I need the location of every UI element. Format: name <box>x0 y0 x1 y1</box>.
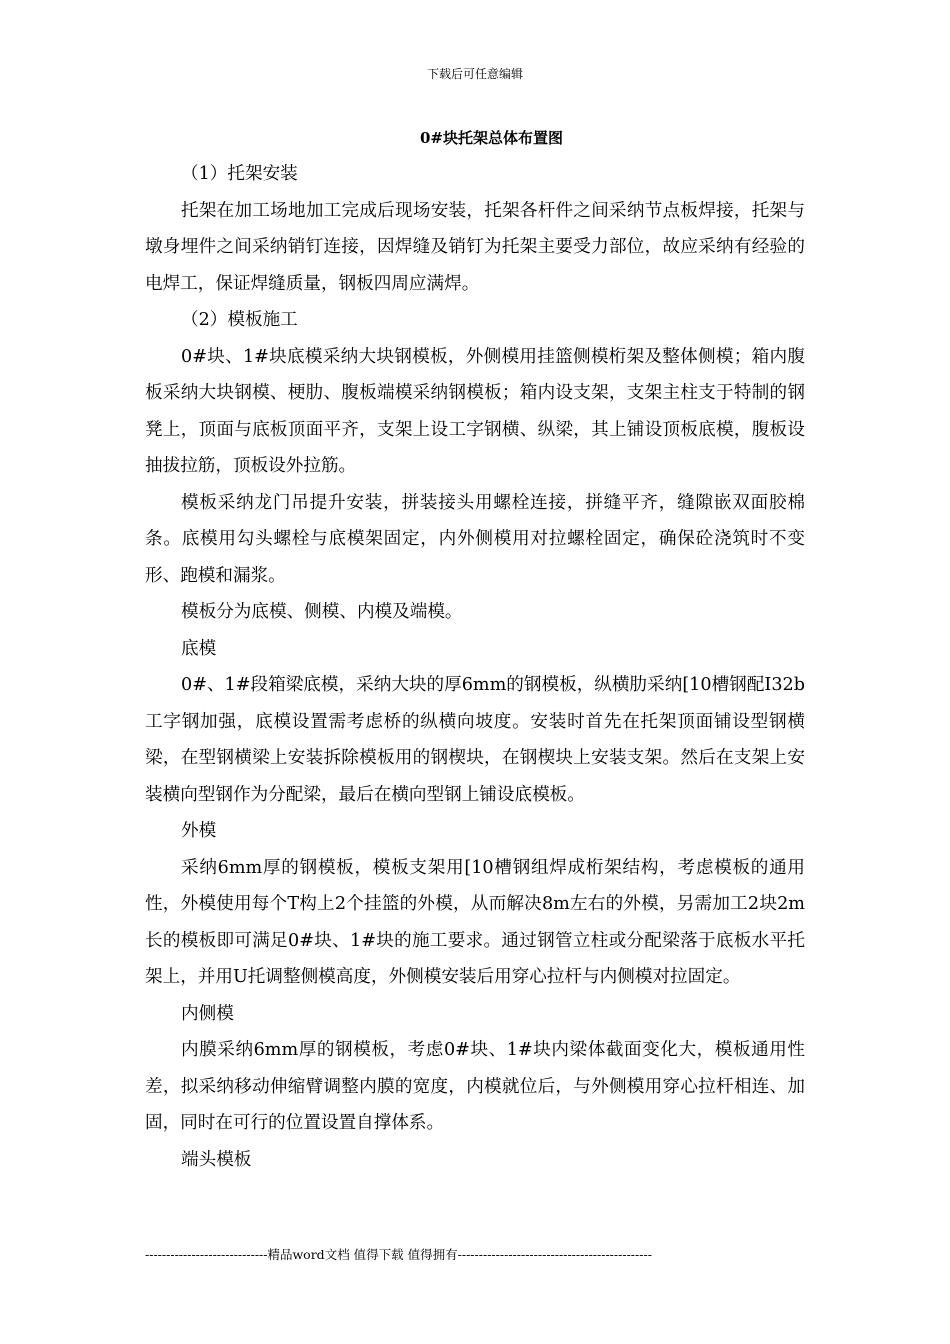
paragraph-formwork-types: 模板分为底模、侧模、内模及端模。 <box>181 602 463 622</box>
paragraph-formwork-installation: 模板采纳龙门吊提升安装，拼装接头用螺栓连接，拼缝平齐，缝隙嵌双面胶棉条。底模用勾头螺栓与底模架固定，内外侧模用对拉螺栓固定，确保砼浇筑时不变形、跑模和漏浆。 <box>145 492 805 586</box>
paragraph-inner-side-form: 内膜采纳6mm厚的钢模板，考虑0#块、1#块内梁体截面变化大，模板通用性差，拟采纳移动伸缩臂调整内膜的宽度，内模就位后，与外侧模用穿心拉杆相连、加固，同时在可行的位置设置自撑体系。 <box>145 1040 805 1133</box>
paragraph-outer-form: 采纳6mm厚的钢模板，模板支架用[10槽钢组焊成桁架结构，考虑模板的通用性，外模使用每个T构上2个挂篮的外模，从而解决8m左右的外模，另需加工2块2m长的模板即可满足0#块、1#块的施工要求。通过钢管立柱或分配梁落于底板水平托架上，并用U托调整侧模高度，外侧模安装后用穿心拉杆与内侧模对拉固定。 <box>145 857 805 987</box>
subheading-outer-form: 外模 <box>181 821 217 841</box>
subheading-end-form: 端头模板 <box>181 1149 252 1170</box>
section-heading-bracket-install: （1）托架安装 <box>181 164 298 184</box>
header-note: 下载后可任意编辑 <box>426 67 523 81</box>
subheading-bottom-form: 底模 <box>181 638 217 659</box>
subheading-inner-side-form: 内侧模 <box>181 1003 234 1024</box>
footer-note: -----------------------------精品word文档 值得下载 值得拥有---------------------------------------------- <box>145 1247 652 1262</box>
paragraph-formwork-overview: 0#块、1#块底模采纳大块钢模板，外侧模用挂篮侧模桁架及整体侧模；箱内腹板采纳大块钢模、梗肋、腹板端模采纳钢模板；箱内设支架，支架主柱支于特制的钢凳上，顶面与底板顶面平齐，支架上设工字钢横、纵梁，其上铺设顶板底模，腹板设抽拔拉筋，顶板设外拉筋。 <box>145 346 805 476</box>
section-heading-formwork: （2）模板施工 <box>181 310 298 330</box>
paragraph-bottom-form: 0#、1#段箱梁底模，采纳大块的厚6mm的钢模板，纵横肋采纳[10槽钢配I32b工字钢加强，底模设置需考虑桥的纵横向坡度。安装时首先在托架顶面铺设型钢横梁，在型钢横梁上安装拆除模板用的钢楔块，在钢楔块上安装支架。然后在支架上安装横向型钢作为分配梁，最后在横向型钢上铺设底模板。 <box>145 675 805 805</box>
document-body <box>145 156 805 1178</box>
paragraph-bracket-install: 托架在加工场地加工完成后现场安装，托架各杆件之间采纳节点板焊接，托架与墩身埋件之间采纳销钉连接，因焊缝及销钉为托架主要受力部位，故应采纳有经验的电焊工，保证焊缝质量，钢板四周应满焊。 <box>145 200 805 294</box>
document-title: 0#块托架总体布置图 <box>419 129 563 147</box>
